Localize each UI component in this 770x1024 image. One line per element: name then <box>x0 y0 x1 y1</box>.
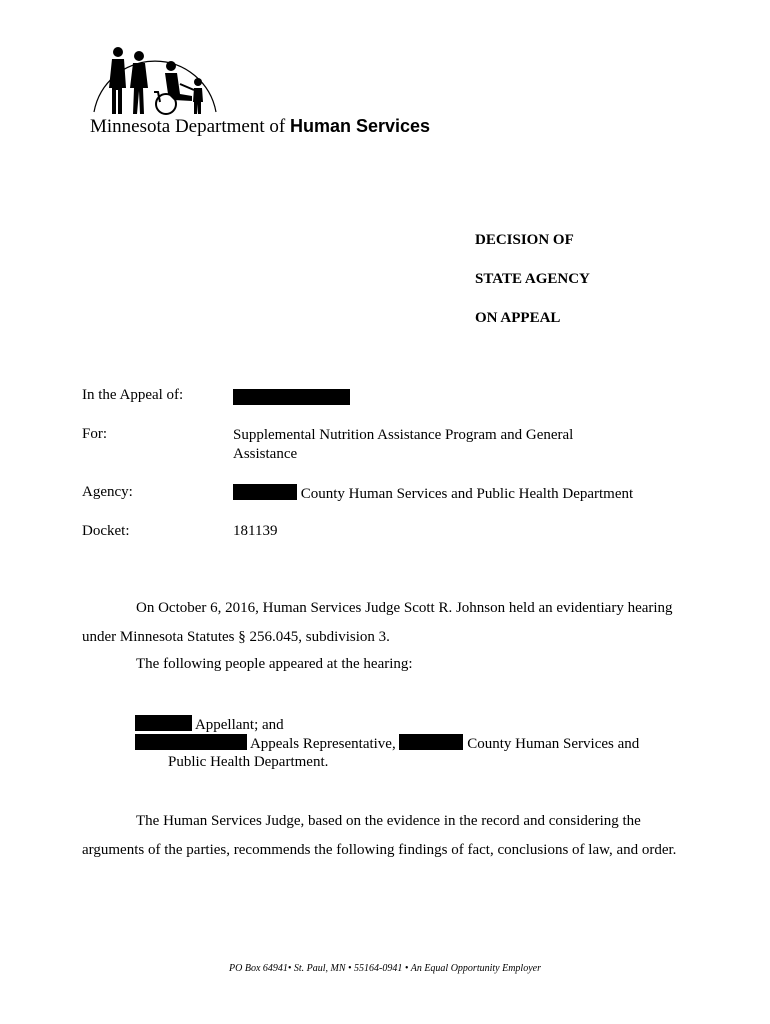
appellant-role: Appellant; and <box>194 717 284 733</box>
agency-value <box>233 484 633 503</box>
rep-county-redaction <box>399 734 463 750</box>
docket-value: 181139 <box>233 523 278 539</box>
closing-section <box>82 807 682 865</box>
appellant-name-redaction <box>233 389 350 408</box>
representative-agency-cont: Public Health Department. <box>168 754 329 770</box>
representative-agency: County Human Services and <box>467 736 640 752</box>
appearance-appellant <box>135 715 284 735</box>
docket-label: Docket: <box>82 523 130 539</box>
title-line-1: DECISION OF <box>475 232 574 248</box>
logo-name-bold: Human Services <box>289 116 431 136</box>
program-value: Supplemental Nutrition Assistance Program and General Assistance <box>233 427 574 462</box>
closing-paragraph: The Human Services Judge, based on the evidence in the record and considering the arguments of the parties, recommends the following findings of fact, conclusions of law, and order. <box>82 813 677 858</box>
intro-paragraph: On October 6, 2016, Human Services Judge Scott R. Johnson held an evidentiary hearing under Minnesota Statutes § 256.045, subdivision 3. <box>82 600 673 645</box>
for-label: For: <box>82 426 108 442</box>
appeared-line: The following people appeared at the hearing: <box>136 656 413 672</box>
page-footer: PO Box 64941• St. Paul, MN • 55164-0941 • An Equal Opportunity Employer <box>229 963 541 974</box>
appearance-representative <box>135 734 639 754</box>
representative-redaction <box>135 734 247 750</box>
representative-role: Appeals Representative, <box>249 736 396 752</box>
family-wheelchair-logo-icon <box>88 44 223 118</box>
agency-value-text: County Human Services and Public Health Department <box>300 486 634 502</box>
logo-name-regular: Minnesota Department of <box>90 116 286 137</box>
intro-section <box>82 594 682 679</box>
appellant-redaction <box>135 715 192 731</box>
agency-logo-name <box>90 116 430 138</box>
county-name-redaction <box>233 484 297 500</box>
appeal-label: In the Appeal of: <box>82 387 184 403</box>
agency-label: Agency: <box>82 484 133 500</box>
title-line-3: ON APPEAL <box>475 310 561 326</box>
title-line-2: STATE AGENCY <box>475 271 590 287</box>
